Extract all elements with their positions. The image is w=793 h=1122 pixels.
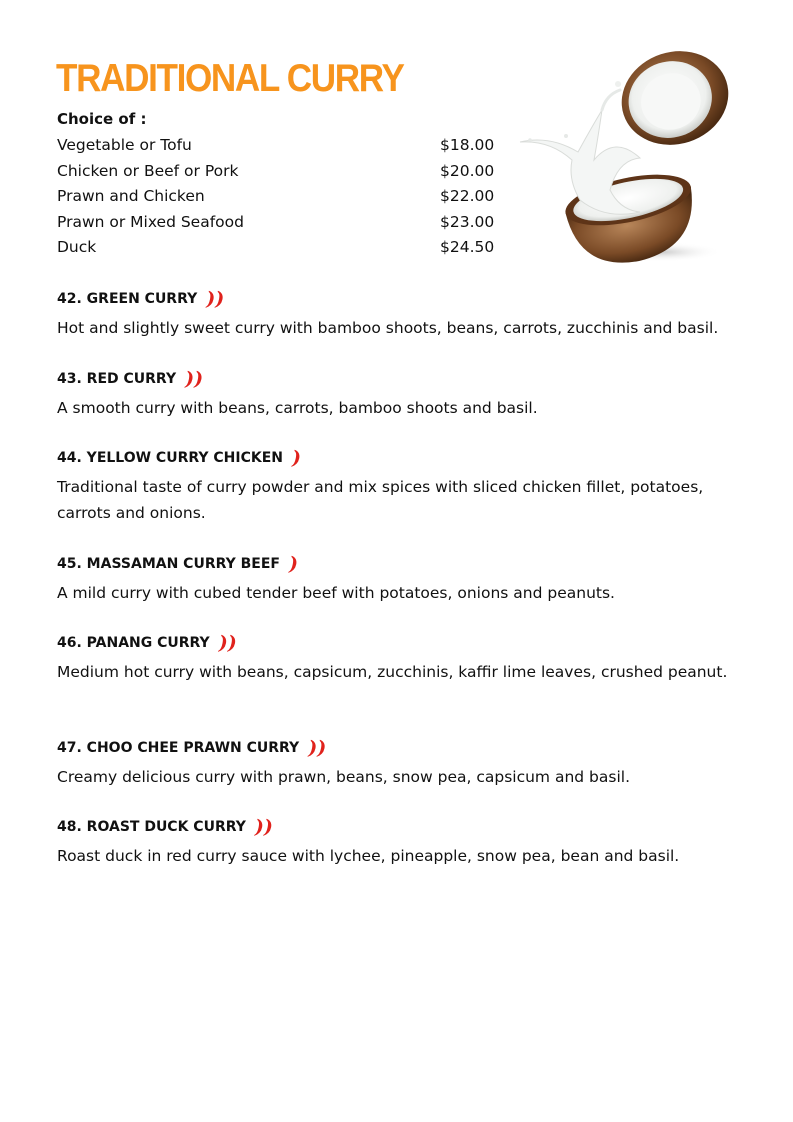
price-option-value: $20.00	[440, 161, 495, 180]
spice-level-icon: ))	[218, 632, 237, 654]
spice-level-icon: ))	[185, 368, 204, 390]
dish-name: 42. GREEN CURRY	[57, 291, 198, 307]
dish-name: 43. RED CURRY	[57, 371, 177, 387]
price-option-value: $18.00	[440, 136, 495, 154]
dish-description: Traditional taste of curry powder and mix spices with sliced chicken fillet, potatoes, carrots and onions.	[57, 478, 704, 522]
spice-level-icon: ))	[254, 816, 273, 838]
menu-item	[57, 738, 747, 790]
coconut-splash-image	[510, 40, 735, 270]
dish-name: 44. YELLOW CURRY CHICKEN	[57, 450, 283, 466]
dish-name: 47. CHOO CHEE PRAWN CURRY	[57, 740, 300, 756]
price-option-value: $23.00	[440, 212, 495, 231]
dish-description: Roast duck in red curry sauce with lychee, pineapple, snow pea, bean and basil.	[57, 847, 680, 865]
price-row	[57, 185, 497, 211]
dish-description: A smooth curry with beans, carrots, bamboo shoots and basil.	[57, 399, 538, 417]
dish-name: 45. MASSAMAN CURRY BEEF	[57, 556, 280, 572]
price-option-name: Vegetable or Tofu	[57, 136, 192, 154]
choice-label: Choice of :	[57, 110, 147, 128]
spice-level-icon: ))	[308, 737, 327, 759]
price-option-value: $22.00	[440, 187, 495, 205]
price-row	[57, 160, 497, 186]
price-option-name: Prawn and Chicken	[57, 187, 205, 205]
price-row	[57, 236, 497, 262]
price-option-name: Prawn or Mixed Seafood	[57, 212, 244, 231]
dish-name: 46. PANANG CURRY	[57, 635, 210, 651]
spice-level-icon: ))	[206, 288, 225, 310]
menu-item	[57, 817, 747, 869]
page-title: TRADITIONAL CURRY	[56, 57, 404, 100]
dish-name: 48. ROAST DUCK CURRY	[57, 819, 246, 835]
spice-level-icon: )	[292, 447, 301, 469]
spice-level-icon: )	[288, 553, 298, 575]
menu-item	[57, 633, 747, 685]
menu-item	[57, 289, 747, 341]
price-option-name: Duck	[57, 238, 97, 256]
menu-item	[57, 554, 747, 606]
menu-item	[57, 448, 747, 526]
dish-description: Creamy delicious curry with prawn, beans, snow pea, capsicum and basil.	[57, 768, 631, 786]
dish-description: A mild curry with cubed tender beef with potatoes, onions and peanuts.	[57, 584, 615, 602]
price-row	[57, 211, 497, 237]
dish-description: Hot and slightly sweet curry with bamboo shoots, beans, carrots, zucchinis and basil.	[57, 319, 719, 337]
price-row	[57, 134, 497, 160]
dish-description: Medium hot curry with beans, capsicum, zucchinis, kaffir lime leaves, crushed peanut.	[57, 663, 728, 681]
price-option-value: $24.50	[440, 238, 495, 256]
price-list	[57, 134, 497, 262]
price-option-name: Chicken or Beef or Pork	[57, 161, 239, 180]
menu-item	[57, 369, 747, 421]
